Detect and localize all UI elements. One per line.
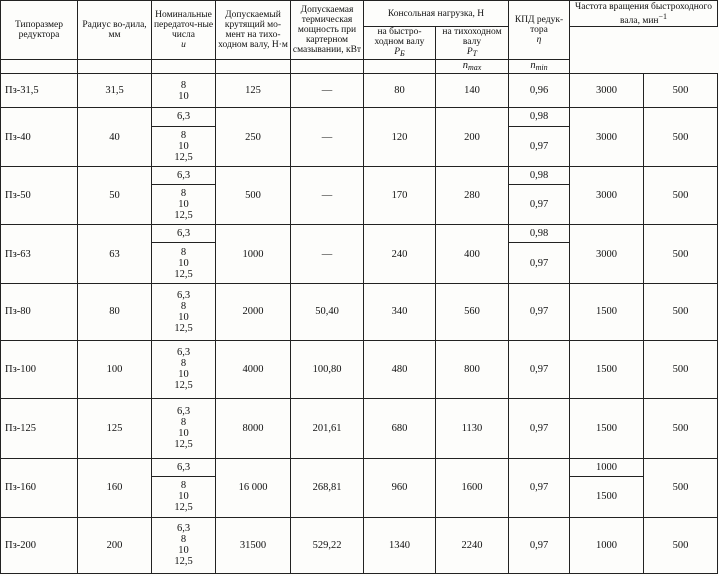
table-row — [1, 108, 718, 126]
ratio-value: 10 — [178, 311, 189, 323]
header-speed-sup: −1 — [658, 11, 668, 21]
cell-nmin: 500 — [644, 398, 718, 458]
cell-type: Пз-50 — [1, 166, 78, 224]
header-load-slow — [436, 27, 509, 60]
cell-type: Пз-40 — [1, 108, 78, 166]
cell-load-slow: 1600 — [436, 459, 509, 517]
cell-nmax-a: 1000 — [570, 459, 644, 477]
header-efficiency — [509, 1, 570, 60]
header-ratio — [152, 1, 216, 60]
cell-type: Пз-100 — [1, 341, 78, 398]
ratio-value: 12,5 — [174, 268, 193, 280]
header-load-fast-sub: Б — [400, 49, 405, 58]
cell-torque: 8000 — [216, 398, 291, 458]
ratio-value: 10 — [178, 257, 189, 269]
cell-thermal: — — [291, 225, 364, 283]
table-row — [1, 398, 718, 458]
cell-nmin: 500 — [644, 283, 718, 340]
cell-nmax-b: 1500 — [570, 477, 644, 517]
ratio-value: 12,5 — [174, 502, 193, 514]
header-ratio-symbol: u — [181, 40, 186, 50]
ratio-value: 10 — [178, 199, 189, 211]
ratio-value: 12,5 — [174, 380, 193, 392]
header-nmax-sub: max — [467, 63, 482, 73]
cell-thermal: 268,81 — [291, 459, 364, 517]
cell-load-fast: 240 — [364, 225, 436, 283]
cell-torque: 500 — [216, 166, 291, 224]
header-thermal: Допускаемая термическая мощность при картерном смазывании, кВт — [291, 1, 364, 60]
cell-ratio-b — [152, 126, 216, 166]
cell-load-fast: 1340 — [364, 517, 436, 573]
table-row — [1, 166, 718, 184]
ratio-value: 10 — [178, 369, 189, 381]
cell-ratio — [152, 74, 216, 108]
cell-torque: 125 — [216, 74, 291, 108]
cell-nmax: 1500 — [570, 283, 644, 340]
header-efficiency-text: КПД редук-тора — [514, 15, 564, 35]
cell-nmax: 1000 — [570, 517, 644, 573]
cell-load-fast: 680 — [364, 398, 436, 458]
header-load: Консольная нагрузка, Н — [364, 1, 509, 27]
cell-ratio — [152, 283, 216, 340]
table-row — [1, 283, 718, 340]
cell-nmax: 3000 — [570, 166, 644, 224]
header-nmax-symbol: n — [462, 60, 468, 72]
header-type: Типоразмер редуктора — [1, 1, 78, 60]
cell-nmin: 500 — [644, 108, 718, 166]
cell-load-fast: 170 — [364, 166, 436, 224]
cell-efficiency: 0,96 — [509, 74, 570, 108]
cell-load-slow: 2240 — [436, 517, 509, 573]
ratio-value: 8 — [180, 534, 187, 546]
ratio-value: 12,5 — [174, 439, 193, 451]
cell-load-slow: 280 — [436, 166, 509, 224]
cell-efficiency-a: 0,98 — [509, 225, 570, 243]
cell-nmax: 1500 — [570, 341, 644, 398]
header-efficiency-symbol: η — [536, 35, 542, 45]
cell-ratio — [152, 341, 216, 398]
table-row — [1, 517, 718, 573]
cell-thermal: — — [291, 166, 364, 224]
cell-thermal: 529,22 — [291, 517, 364, 573]
ratio-value: 8 — [180, 480, 187, 492]
header-load-fast-text: на быстро-ходном валу — [374, 27, 425, 47]
cell-radius: 100 — [78, 341, 152, 398]
cell-efficiency: 0,97 — [509, 283, 570, 340]
cell-ratio — [152, 517, 216, 573]
ratio-value: 6,3 — [176, 289, 191, 301]
table-row — [1, 225, 718, 243]
ratio-value: 6,3 — [176, 406, 191, 418]
cell-nmin: 500 — [644, 166, 718, 224]
ratio-value: 12,5 — [174, 322, 193, 334]
header-nmin — [509, 60, 570, 74]
cell-ratio-b — [152, 477, 216, 517]
cell-torque: 16 000 — [216, 459, 291, 517]
cell-nmax: 3000 — [570, 108, 644, 166]
cell-type: Пз-160 — [1, 459, 78, 517]
cell-efficiency-a: 0,98 — [509, 166, 570, 184]
header-load-slow-symbol: P — [466, 47, 473, 57]
cell-load-slow: 140 — [436, 74, 509, 108]
cell-type: Пз-80 — [1, 283, 78, 340]
cell-torque: 1000 — [216, 225, 291, 283]
cell-thermal: 50,40 — [291, 283, 364, 340]
ratio-value: 10 — [178, 140, 189, 152]
ratio-value: 8 — [180, 129, 187, 141]
cell-nmin: 500 — [644, 225, 718, 283]
cell-efficiency: 0,97 — [509, 398, 570, 458]
header-speed — [570, 1, 718, 27]
cell-efficiency: 0,97 — [509, 517, 570, 573]
header-nmin-symbol: n — [530, 60, 536, 72]
cell-load-slow: 200 — [436, 108, 509, 166]
cell-type: Пз-31,5 — [1, 74, 78, 108]
header-torque: Допускаемый крутящий мо-мент на тихо-ходном валу, Н·м — [216, 1, 291, 60]
table-row — [1, 341, 718, 398]
ratio-value: 12,5 — [174, 210, 193, 222]
cell-efficiency: 0,97 — [509, 341, 570, 398]
cell-radius: 40 — [78, 108, 152, 166]
cell-nmin: 500 — [644, 459, 718, 517]
cell-torque: 250 — [216, 108, 291, 166]
cell-load-fast: 960 — [364, 459, 436, 517]
ratio-value: 8 — [180, 300, 187, 312]
ratio-value: 10 — [178, 428, 189, 440]
ratio-value: 8 — [180, 246, 187, 258]
cell-efficiency-b: 0,97 — [509, 184, 570, 224]
cell-load-fast: 80 — [364, 74, 436, 108]
cell-ratio — [152, 398, 216, 458]
cell-radius: 125 — [78, 398, 152, 458]
ratio-value: 8 — [180, 188, 187, 200]
cell-thermal: 201,61 — [291, 398, 364, 458]
header-nmin-sub: min — [535, 63, 548, 73]
table-row — [1, 459, 718, 477]
cell-ratio-b — [152, 243, 216, 283]
ratio-value: 8 — [180, 79, 187, 91]
cell-nmax: 3000 — [570, 74, 644, 108]
ratio-value: 12,5 — [174, 151, 193, 163]
cell-radius: 200 — [78, 517, 152, 573]
cell-radius: 80 — [78, 283, 152, 340]
cell-load-slow: 400 — [436, 225, 509, 283]
cell-radius: 160 — [78, 459, 152, 517]
cell-ratio-a: 6,3 — [152, 108, 216, 126]
cell-load-fast: 480 — [364, 341, 436, 398]
cell-nmin: 500 — [644, 74, 718, 108]
ratio-value: 10 — [178, 90, 189, 102]
ratio-value: 10 — [178, 491, 189, 503]
ratio-value: 10 — [178, 545, 189, 557]
ratio-value: 8 — [180, 417, 187, 429]
cell-type: Пз-125 — [1, 398, 78, 458]
cell-type: Пз-200 — [1, 517, 78, 573]
cell-ratio-a: 6,3 — [152, 225, 216, 243]
header-radius: Радиус во-дила, мм — [78, 1, 152, 60]
cell-thermal: 100,80 — [291, 341, 364, 398]
cell-radius: 50 — [78, 166, 152, 224]
cell-type: Пз-63 — [1, 225, 78, 283]
cell-ratio-a: 6,3 — [152, 459, 216, 477]
cell-ratio-a: 6,3 — [152, 166, 216, 184]
cell-load-fast: 340 — [364, 283, 436, 340]
cell-efficiency-b: 0,97 — [509, 243, 570, 283]
cell-efficiency: 0,97 — [509, 459, 570, 517]
cell-nmin: 500 — [644, 517, 718, 573]
header-load-slow-text: на тихоходном валу — [442, 27, 502, 47]
header-ratio-text: Номинальные передаточ-ные числа — [153, 10, 214, 40]
ratio-value: 6,3 — [176, 523, 191, 535]
cell-load-slow: 800 — [436, 341, 509, 398]
cell-load-slow: 560 — [436, 283, 509, 340]
cell-torque: 2000 — [216, 283, 291, 340]
header-load-slow-sub: Т — [472, 49, 478, 58]
cell-torque: 4000 — [216, 341, 291, 398]
cell-radius: 31,5 — [78, 74, 152, 108]
cell-torque: 31500 — [216, 517, 291, 573]
cell-nmax: 3000 — [570, 225, 644, 283]
header-load-fast-symbol: P — [394, 47, 401, 57]
cell-load-fast: 120 — [364, 108, 436, 166]
cell-radius: 63 — [78, 225, 152, 283]
ratio-value: 8 — [180, 358, 187, 370]
cell-load-slow: 1130 — [436, 398, 509, 458]
cell-thermal: — — [291, 108, 364, 166]
ratio-value: 12,5 — [174, 556, 193, 568]
header-speed-text: Частота вращения быстроходного вала, мин — [575, 1, 712, 26]
cell-nmax: 1500 — [570, 398, 644, 458]
header-nmax — [436, 60, 509, 74]
cell-ratio-b — [152, 184, 216, 224]
cell-nmin: 500 — [644, 341, 718, 398]
table-row — [1, 74, 718, 108]
cell-efficiency-a: 0,98 — [509, 108, 570, 126]
cell-thermal: — — [291, 74, 364, 108]
ratio-value: 6,3 — [176, 347, 191, 359]
cell-efficiency-b: 0,97 — [509, 126, 570, 166]
header-load-fast — [364, 27, 436, 60]
